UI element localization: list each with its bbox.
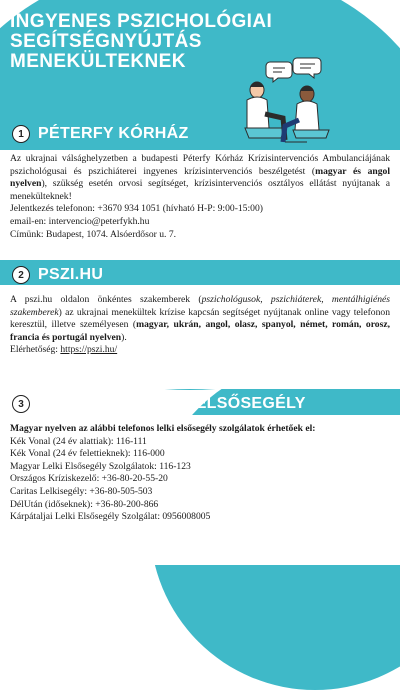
hotline-item: Országos Kríziskezelő: +36-80-20-55-20 [10,473,168,485]
section-1-heading [12,123,189,145]
section-1-title: PÉTERFY KÓRHÁZ [38,125,189,142]
section-2-body [10,294,390,357]
counseling-illustration [215,54,350,149]
title-line-1: INGYENES PSZICHOLÓGIAI [10,11,273,32]
section-3-body [10,423,390,524]
section-1-address: Címünk: Budapest, 1074. Alsóerdősor u. 7. [10,228,177,240]
section-2-heading [12,264,103,286]
section-1-outro: ), szükség esetén orvosi segítséget, krízisintervenciós osztályos ellátást nyújtanak a menekülteknek! [10,178,390,202]
section-1-email: email-en: intervencio@peterfykh.hu [10,215,150,227]
section-number-badge: 3 [12,395,30,413]
section-1-phone: Jelentkezés telefonon: +3670 934 1051 (hívható H-P: 9:00-15:00) [10,203,263,215]
hotline-item: DélUtán (időseknek): +36-80-200-866 [10,498,159,510]
section-1-intro: Az ukrajnai válsághelyzetben a budapesti Péterfy Kórház Krízisintervenciós Ambulanciájának pszichológusai és pszichiáterei ingyenes krízisintervenciós beszélgetést ( [10,153,390,177]
section-2-professions: pszichológusok, pszichiáterek, mentálhigiénés szakemberek [10,294,390,318]
section-2-text-2: ) az ukrajnai menekültek krízise kapcsán segítséget nyújtanak online vagy telefonon keresztül, illetve személyesen ( [10,306,390,331]
section-2-paragraph [10,294,390,344]
section-2-contact [10,344,390,357]
section-2-text-3: ). [121,331,127,343]
section-3-title: TELEFONOS LELKI ELSŐSEGÉLY [38,395,306,412]
section-2-languages: magyar, ukrán, angol, olasz, spanyol, német, román, orosz, francia és portugál nyelven [10,319,390,343]
section-number-badge: 1 [12,125,30,143]
hotline-item: Kék Vonal (24 év alattiak): 116-111 [10,435,147,447]
section-3-intro [10,423,390,436]
section-1-paragraph [10,153,390,203]
section-3-heading [12,393,306,415]
title-line-3: MENEKÜLTEKNEK [10,51,186,72]
section-1-languages: magyar és angol nyelven [10,165,390,190]
contact-label: Elérhetőség: [10,344,58,356]
section-2-title: PSZI.HU [38,266,104,283]
hotline-item: Magyar Lelki Elsősegély Szolgálatok: 116-123 [10,460,191,472]
title-line-2: SEGÍTSÉGNYÚJTÁS [10,31,202,52]
pszi-link[interactable]: https://pszi.hu/ [60,344,118,356]
section-number-badge: 2 [12,266,30,284]
hotline-item: Caritas Lelkisegély: +36-80-505-503 [10,485,153,497]
section-1-body [10,153,390,241]
section-2-text-1: A pszi.hu oldalon önkéntes szakemberek ( [10,294,202,305]
hotline-item: Kék Vonal (24 év felettieknek): 116-000 [10,448,165,460]
section-3-intro-text: Magyar nyelven az alábbi telefonos lelki elsősegély szolgálatok érhetőek el: [10,423,316,434]
hotline-item: Kárpátaljai Lelki Elsősegély Szolgálat: 0956008005 [10,511,211,523]
